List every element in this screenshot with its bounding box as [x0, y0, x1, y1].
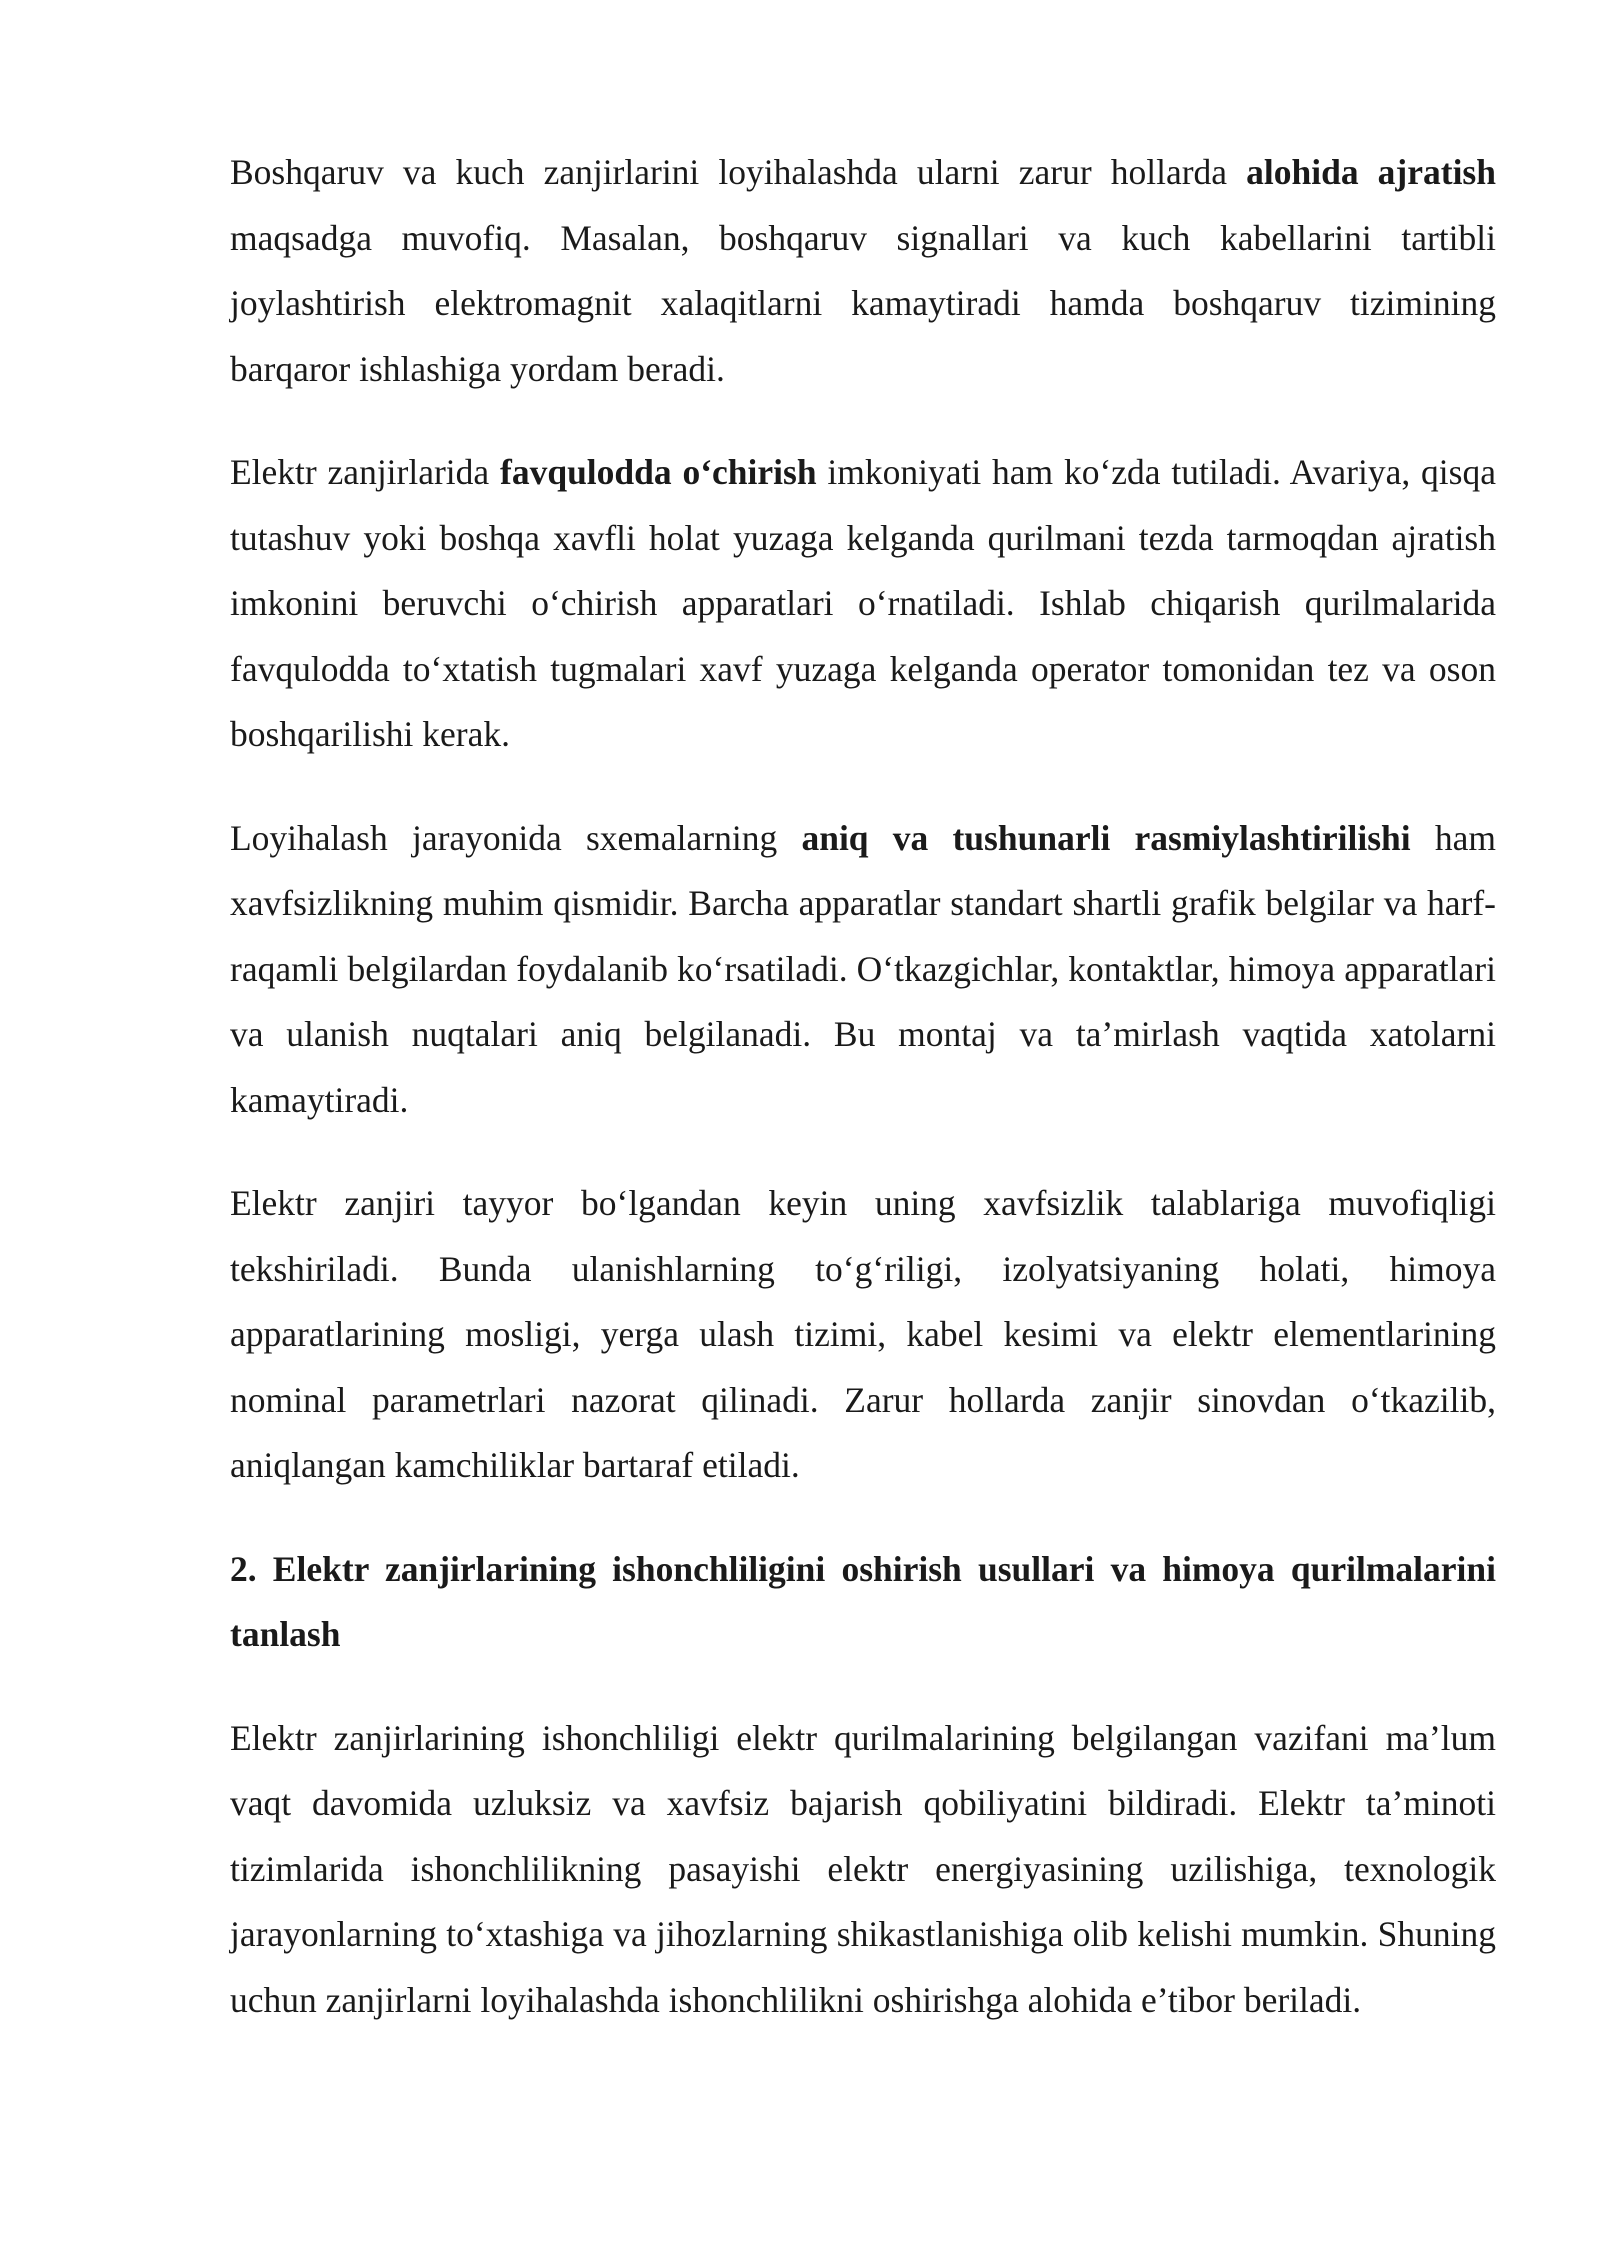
paragraph-text: imkoniyati ham ko‘zda tutiladi. Avariya, qisqa tutashuv yoki boshqa xavfli holat yuzaga kelganda qurilmani tezda tarmoqdan ajratish imkonini beruvchi o‘chirish apparatlari o‘rnatiladi. Ishlab chiqarish qurilmalarida favqulodda to‘xtatish tugmalari xavf yuzaga kelganda operator tomonidan tez va oson boshqarilishi kerak. — [230, 452, 1496, 754]
paragraph-text: Boshqaruv va kuch zanjirlarini loyihalashda ularni zarur hollarda — [230, 152, 1247, 192]
paragraph-text: Elektr zanjirlarida — [230, 452, 500, 492]
paragraph-text: Loyihalash jarayonida sxemalarning — [230, 817, 802, 858]
paragraph-text: Elektr zanjiri tayyor bo‘lgandan keyin uning xavfsizlik talablariga muvofiqligi tekshiriladi. Bunda ulanishlarning to‘g‘riligi, izolyatsiyaning holati, himoya apparatlarining mosligi, yerga ulash tizimi, kabel kesimi va elektr elementlarining nominal parametrlari nazorat qilinadi. Zarur hollarda zanjir sinovdan o‘tkazilib, aniqlangan kamchiliklar bartaraf etiladi. — [230, 1183, 1496, 1485]
paragraph-emergency-shutdown — [230, 440, 1496, 768]
paragraph-safety-verification — [230, 1171, 1496, 1499]
paragraph-control-circuit-separation — [230, 140, 1496, 402]
paragraph-text: maqsadga muvofiq. Masalan, boshqaruv signallari va kuch kabellarini tartibli joylashtirish elektromagnit xalaqitlarni kamaytiradi hamda boshqaruv tizimining barqaror ishlashiga yordam beradi. — [230, 217, 1496, 389]
section-heading: 2. Elektr zanjirlarining ishonchliligini oshirish usullari va himoya qurilmalarini tanlash — [230, 1548, 1496, 1654]
paragraph-text: ham xavfsizlikning muhim qismidir. Barcha apparatlar standart shartli grafik belgilar va harf-raqamli belgilardan foydalanib ko‘rsatiladi. O‘tkazgichlar, kontaktlar, himoya apparatlari va ulanish nuqtalari aniq belgilanadi. Bu montaj va ta’mirlash vaqtida xatolarni kamaytiradi. — [230, 817, 1497, 1120]
paragraph-reliability-definition: Elektr zanjirlarining ishonchliligi elektr qurilmalarining belgilangan vazifani ma’lum vaqt davomida uzluksiz va xavfsiz bajarish qobiliyatini bildiradi. Elektr ta’minoti tizimlarida ishonchlilikning pasayishi elektr energiyasining uzilishiga, texnologik jarayonlarning to‘xtashiga va jihozlarning shikastlanishiga olib kelishi mumkin. Shuning uchun zanjirlarni loyihalashda ishonchlilikni oshirishga alohida e’tibor beriladi. — [230, 1717, 1496, 2020]
bold-term: aniq va tushunarli rasmiylashtirilishi — [801, 817, 1411, 858]
paragraph-schematic-documentation — [230, 806, 1496, 1134]
bold-term: favqulodda o‘chirish — [500, 452, 817, 492]
bold-term: alohida ajratish — [1246, 152, 1496, 192]
document-page — [230, 140, 1496, 2071]
